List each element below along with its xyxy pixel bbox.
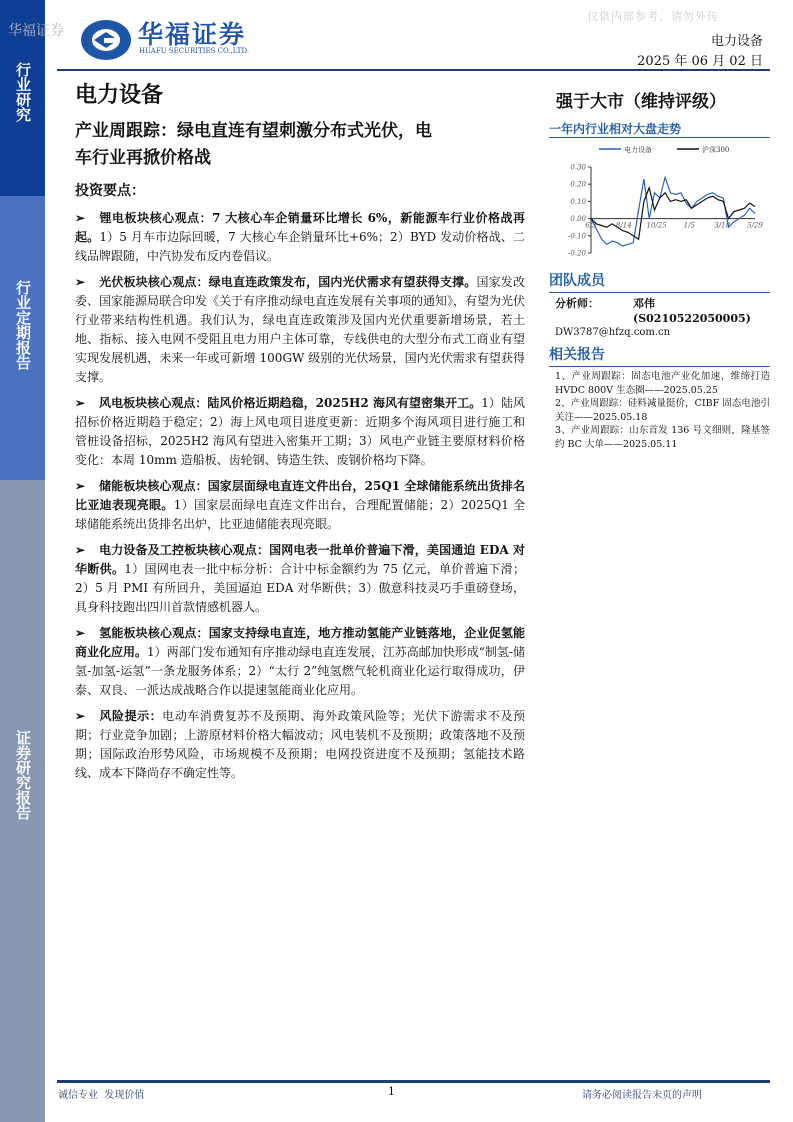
y-tick-label: 0.20 [570,180,586,189]
section-solar: ➢ 光伏板块核心观点：绿电直连政策发布，国内光伏需求有望获得支撑。国家发改委、国家能源局联合印发《关于有序推动绿电直连发展有关事项的通知》，有望为光伏行业带来结构性机遇。我们认为，绿电直连政策涉及国内光伏重要新增场景，若土地、指标、接入电网不受阻且电力用户主体可靠，专线供电的大型分布式工商业有望实现发展机遇，未来一年或可新增 100GW 级别的光伏场景，国内光伏需求有望获得支撑。 [75,275,526,384]
y-tick-label: -0.20 [568,249,586,258]
header-rule [57,69,770,71]
x-tick-label: 3/18 [714,221,731,230]
header-date: 2025 年 06 月 02 日 [637,54,763,69]
bullet-arrow-icon: ➢ [75,479,86,493]
relative-performance-chart [549,141,770,261]
x-tick-label: 1/5 [683,221,696,230]
bullet-arrow-icon: ➢ [75,543,86,557]
related-report[interactable]: 1、产业周跟踪：固态电池产业化加速，维缔打造 HVDC 800V 生态圈——2025.05.25 [555,371,770,396]
analyst-email[interactable]: DW3787@hfzq.com.cn [555,327,671,338]
footer-disclaimer: 请务必阅读报告末页的声明 [582,1090,702,1101]
key-points-list [75,209,525,790]
series-line-csi300 [591,188,755,240]
bullet-arrow-icon: ➢ [75,211,86,225]
subtitle-line1: 产业周跟踪：绿电直连有望刺激分布式光伏，电 [75,121,432,141]
related-report[interactable]: 2、产业周跟踪：硅料减量挺价，CIBF 固态电池引关注——2025.05.18 [555,398,770,423]
analyst-role: 分析师： [555,297,599,310]
section-power-equipment: ➢ 电力设备及工控板块核心观点：国网电表一批单价普遍下滑，美国通迫 EDA 对华断供。1）国网电表一批中标分析：合计中标金额约为 75 亿元，单价普遍下滑；2）5 月 PMI 有所回升，美国逼迫 EDA 对华断供；3）傲意科技灵巧手重磅登场，具身科技跑出四川首款情感机器人。 [75,543,525,614]
y-tick-label: 0.00 [570,215,586,224]
bullet-arrow-icon: ➢ [75,396,86,410]
logo-english: HUAFU SECURITIES CO.,LTD. [139,47,250,55]
x-tick-label: 8/14 [615,221,632,230]
right-column-info [549,272,770,451]
footer-rule [57,1080,770,1083]
key-points-heading: 投资要点： [75,183,145,199]
section-lithium: ➢ 锂电板块核心观点：7 大核心车企销量环比增长 6%，新能源车行业价格战再起。1）5 月车市边际回暖，7 大核心车企销量环比+6%；2）BYD 发动价格战、二线品牌跟随，中汽协发布反内卷倡议。 [75,211,525,263]
section-storage: ➢ 储能板块核心观点：国家层面绿电直连文件出台，25Q1 全球储能系统出货排名比亚迪表现亮眼。1）国家层面绿电直连文件出台，合理配置储能；2）2025Q1 全球储能系统出货排名出炉，比亚迪储能表现亮眼。 [75,479,525,531]
logo-text: 华福证券 [138,20,247,49]
header-industry: 电力设备 [710,34,763,49]
y-tick-label: 0.30 [570,163,586,172]
team-heading: 团队成员 [549,273,605,289]
related-report[interactable]: 3、产业周跟踪：山东首发 136 号文细则，隆基签约 BC 大单——2025.05.11 [555,425,770,450]
sidebar-label-industry-research: 行业研究 [14,62,32,122]
subtitle-line2: 车行业再掀价格战 [75,148,211,168]
rating: 强于大市（维持评级） [556,92,726,112]
bullet-arrow-icon: ➢ [75,709,86,723]
section-wind: ➢ 风电板块核心观点：陆风价格近期趋稳，2025H2 海风有望密集开工。1）陆风招标价格近期趋于稳定；2）海上风电项目进度更新：近期多个海风项目进行施工和管桩设备招标，2025H2 海风有望进入密集开工期；3）风电产业链主要原材料价格变化：本周 10mm 造船板、齿轮钢、铸造生铁、废钢价格均下降。 [75,396,525,467]
chart-title-rule [549,137,770,138]
legend-label: 电力设备 [624,146,652,154]
sidebar-label-securities-report: 证券研究报告 [14,730,32,820]
bullet-arrow-icon: ➢ [75,275,86,289]
sidebar-label-periodic-report: 行业定期报告 [14,280,32,370]
x-tick-label: 5/29 [747,221,763,230]
bullet-arrow-icon: ➢ [75,626,86,640]
y-tick-label: 0.10 [570,197,586,206]
watermark-left: 华福证券 [8,23,64,39]
x-tick-label: 10/25 [646,221,667,230]
team-rule [549,292,770,293]
related-rule [549,366,770,367]
footer-slogan: 诚信专业 发现价值 [58,1090,145,1101]
y-tick-label: -0.10 [568,232,586,241]
section-risk: ➢ 风险提示：电动车消费复苏不及预期、海外政策风险等；光伏下游需求不及预期；行业竞争加剧；上游原材料价格大幅波动；风电装机不及预期；政策落地不及预期；国际政治形势风险，市场规模不及预期；电网投资进度不及预期；氢能技术路线、成本下降尚存不确定性等。 [75,709,525,780]
watermark-top: 仅供内部参考，请勿外传 [587,10,719,23]
x-tick-label: 6/3 [585,221,597,230]
analyst-row [549,296,770,326]
legend-label: 沪深300 [702,146,730,154]
section-hydrogen: ➢ 氢能板块核心观点：国家支持绿电直连，地方推动氢能产业链落地，企业促氢能商业化应用。1）两部门发布通知有序推动绿电直连发展，江苏高邮加快形成“制氢-储氢-加氢-运氢”一条龙服务体系；2）“太行 2”纯氢燃气轮机商业化运行取得成功，伊泰、双良、一派达成战略合作以提速氢能商业化应用。 [75,626,525,697]
analyst-name: 邓伟(S0210522050005) [633,297,751,325]
logo-mark-icon [80,19,132,61]
related-heading: 相关报告 [549,347,605,363]
page-title: 电力设备 [75,82,164,108]
page-number: 1 [388,1085,395,1098]
series-line-power-equipment [591,177,755,246]
chart-title: 一年内行业相对大盘走势 [549,122,682,136]
